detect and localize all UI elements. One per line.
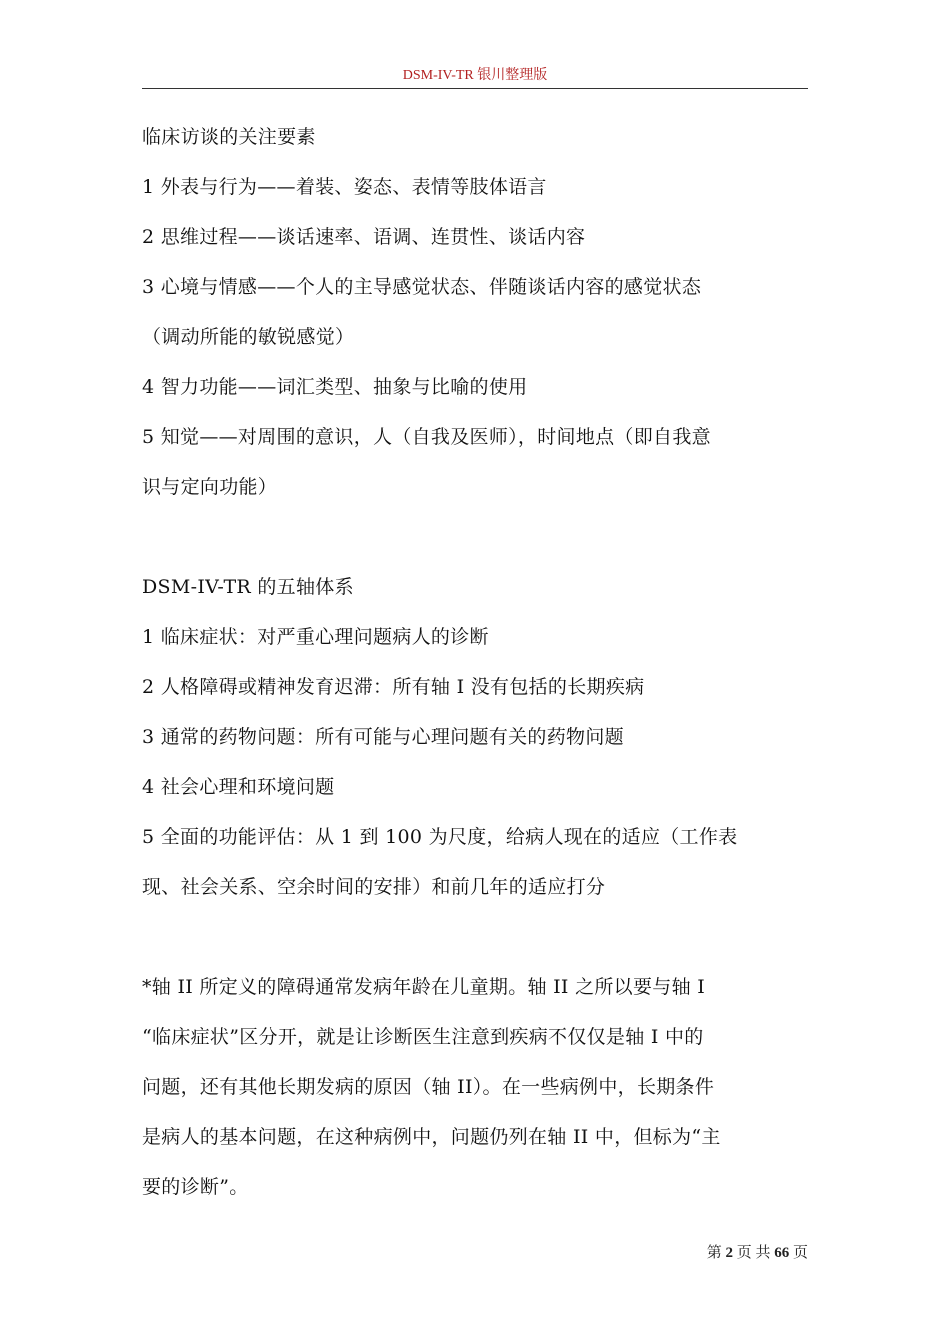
footer-suffix: 页 — [792, 1245, 808, 1261]
footer-middle: 页 共 — [736, 1245, 771, 1261]
paragraph-spacer — [142, 512, 808, 562]
page-number: 2 — [725, 1245, 733, 1261]
page-footer — [142, 1243, 808, 1263]
paragraph-line: 1 外表与行为——着装、姿态、表情等肢体语言 — [142, 176, 547, 198]
document-body — [142, 112, 808, 1212]
section-title-five-axis: DSM-IV-TR 的五轴体系 — [142, 576, 354, 598]
paragraph-spacer — [142, 912, 808, 962]
paragraph-line: 识与定向功能） — [142, 476, 278, 498]
note-line: 问题，还有其他长期发病的原因（轴 II）。在一些病例中，长期条件 — [142, 1076, 715, 1098]
paragraph-line: 4 社会心理和环境问题 — [142, 776, 335, 798]
paragraph-line: 5 全面的功能评估：从 1 到 100 为尺度，给病人现在的适应（工作表 — [142, 826, 738, 848]
page-total: 66 — [774, 1245, 790, 1261]
paragraph-line: 2 思维过程——谈话速率、语调、连贯性、谈话内容 — [142, 226, 586, 248]
note-line: 是病人的基本问题，在这种病例中，问题仍列在轴 II 中，但标为“主 — [142, 1126, 721, 1148]
header-brand: DSM-IV-TR — [402, 68, 474, 83]
header-subtitle: 银川整理版 — [477, 68, 548, 83]
note-line: 要的诊断”。 — [142, 1176, 249, 1198]
note-line: “临床症状”区分开，就是让诊断医生注意到疾病不仅仅是轴 I 中的 — [142, 1026, 704, 1048]
paragraph-line: 2 人格障碍或精神发育迟滞：所有轴 I 没有包括的长期疾病 — [142, 676, 645, 698]
paragraph-line: 4 智力功能——词汇类型、抽象与比喻的使用 — [142, 376, 528, 398]
header-divider — [142, 88, 808, 89]
section-title-clinical-interview: 临床访谈的关注要素 — [142, 126, 316, 148]
paragraph-line: 3 心境与情感——个人的主导感觉状态、伴随谈话内容的感觉状态 — [142, 276, 702, 298]
paragraph-line: 现、社会关系、空余时间的安排）和前几年的适应打分 — [142, 876, 606, 898]
paragraph-line: （调动所能的敏锐感觉） — [142, 326, 355, 348]
footer-prefix: 第 — [706, 1245, 722, 1261]
page-header — [142, 66, 808, 86]
paragraph-line: 3 通常的药物问题：所有可能与心理问题有关的药物问题 — [142, 726, 624, 748]
paragraph-line: 1 临床症状：对严重心理问题病人的诊断 — [142, 626, 489, 648]
note-line: *轴 II 所定义的障碍通常发病年龄在儿童期。轴 II 之所以要与轴 I — [142, 976, 706, 998]
paragraph-line: 5 知觉——对周围的意识，人（自我及医师），时间地点（即自我意 — [142, 426, 711, 448]
